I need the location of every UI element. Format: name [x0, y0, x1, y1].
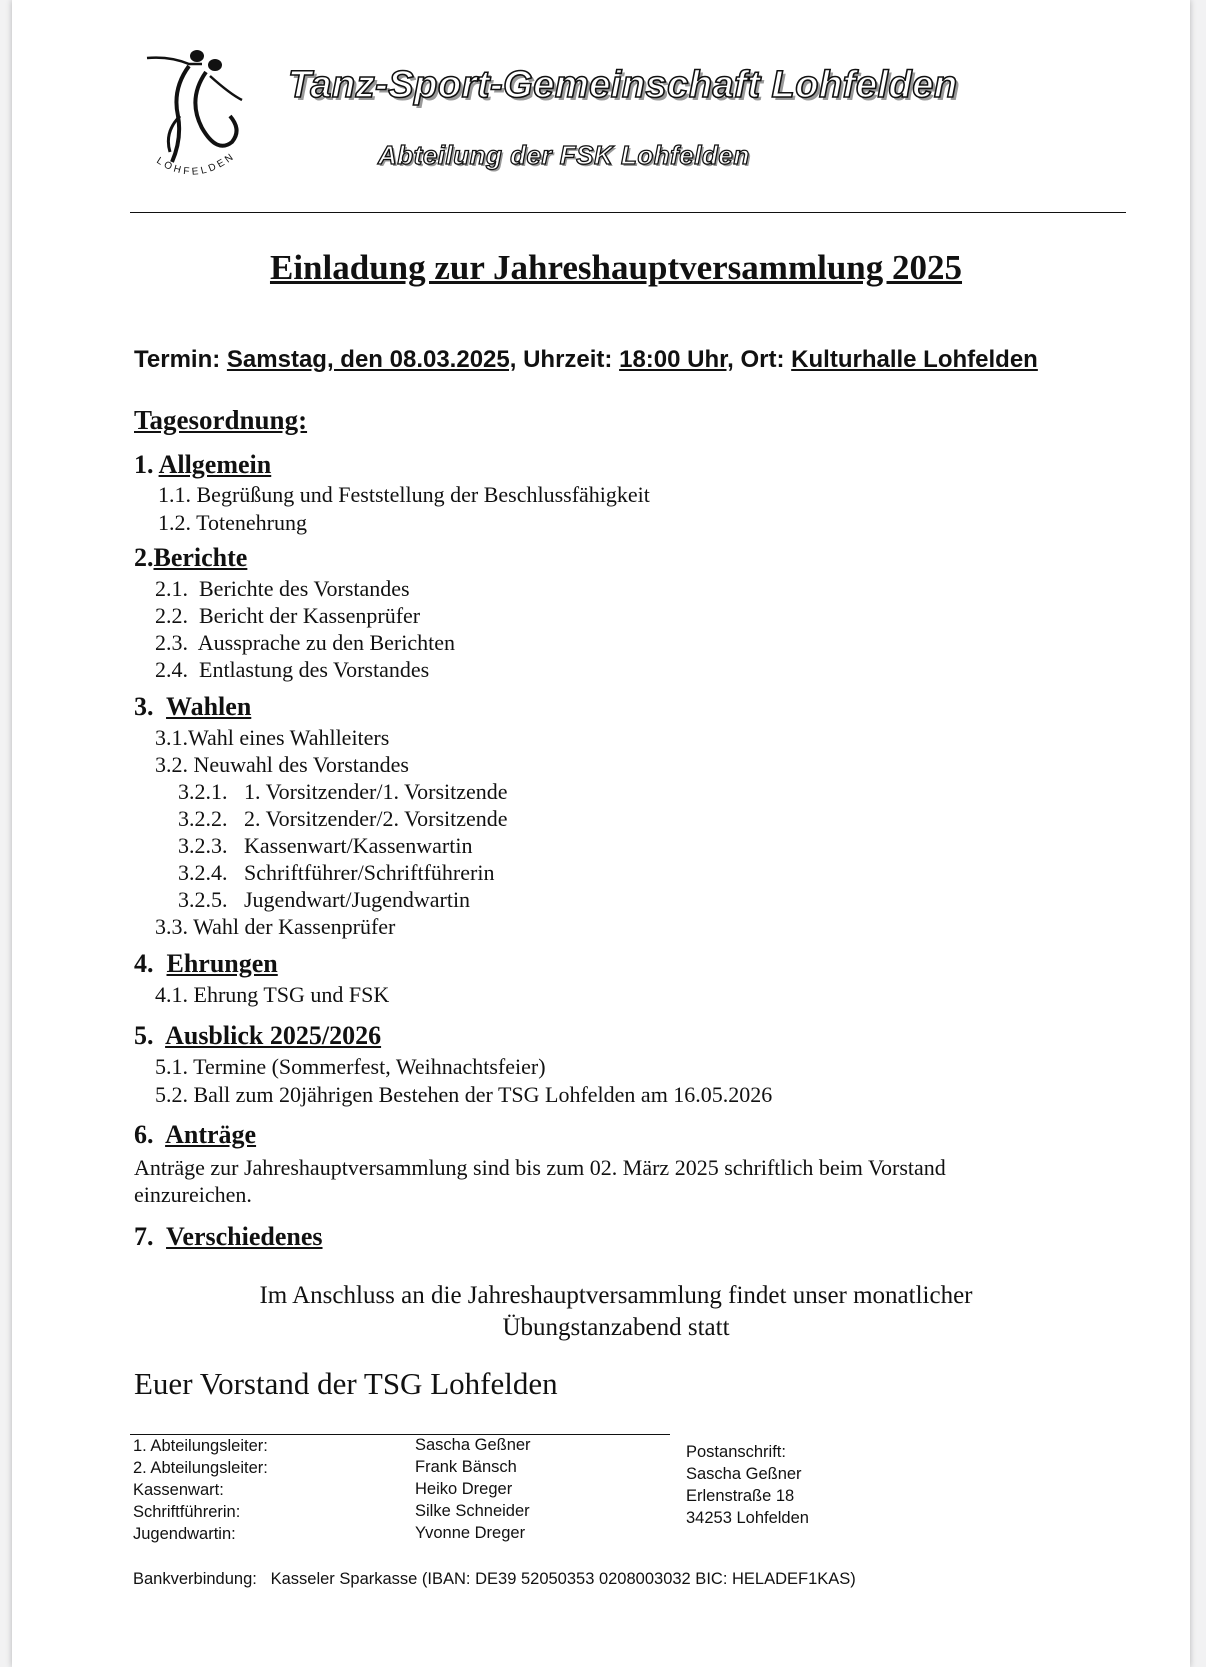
- agenda-item-3-2: 3.2. Neuwahl des Vorstandes: [155, 752, 409, 777]
- section-number: 7.: [134, 1222, 154, 1251]
- agenda-section-2: [134, 543, 247, 573]
- section-title: Anträge: [165, 1120, 257, 1149]
- section-number: 2.: [134, 543, 154, 572]
- dancer-logo-graphic: [142, 44, 257, 194]
- bank-label: Bankverbindung:: [133, 1570, 257, 1588]
- section-number: 6.: [134, 1120, 154, 1149]
- svg-text:LOHFELDEN: LOHFELDEN: [154, 150, 238, 178]
- section-title: Verschiedenes: [166, 1222, 323, 1251]
- agenda-item-3-2-2: 3.2.2. 2. Vorsitzender/2. Vorsitzende: [178, 806, 508, 831]
- postal-city: 34253 Lohfelden: [686, 1509, 809, 1527]
- board-name: Frank Bänsch: [415, 1458, 517, 1476]
- agenda-item-5-2: 5.2. Ball zum 20jährigen Bestehen der TSG Lohfelden am 16.05.2026: [155, 1082, 773, 1107]
- section-number: 4.: [134, 949, 154, 978]
- section-number: 1.: [134, 450, 154, 479]
- agenda-section-5: [134, 1021, 381, 1051]
- agenda-item-1-2: 1.2. Totenehrung: [158, 510, 307, 535]
- agenda-item-5-1: 5.1. Termine (Sommerfest, Weihnachtsfeier): [155, 1054, 546, 1079]
- club-name-heading: Tanz-Sport-Gemeinschaft Lohfelden: [288, 64, 958, 106]
- agenda-item-1-1: 1.1. Begrüßung und Feststellung der Beschlussfähigkeit: [158, 482, 650, 507]
- board-role: Schriftführerin:: [133, 1503, 241, 1521]
- antraege-note-line-2: einzureichen.: [134, 1182, 252, 1207]
- department-heading: Abteilung der FSK Lohfelden: [378, 140, 750, 170]
- agenda-item-3-2-3: 3.2.3. Kassenwart/Kassenwartin: [178, 833, 473, 858]
- header-divider: [130, 212, 1126, 213]
- closing-note-line-1: Im Anschluss an die Jahreshauptversammlung findet unser monatlicher: [259, 1282, 973, 1309]
- club-logo: [142, 44, 257, 194]
- board-role: Jugendwartin:: [133, 1525, 236, 1543]
- postal-name: Sascha Geßner: [686, 1465, 802, 1483]
- agenda-section-6: [134, 1120, 256, 1150]
- board-name: Sascha Geßner: [415, 1436, 531, 1454]
- document-page: [12, 0, 1190, 1667]
- section-number: 3.: [134, 692, 154, 721]
- section-title: Wahlen: [166, 692, 252, 721]
- page-title: Einladung zur Jahreshauptversammlung 2025: [269, 248, 963, 287]
- closing-note-line-2: Übungstanzabend statt: [502, 1314, 730, 1341]
- agenda-item-2-2: 2.2. Bericht der Kassenprüfer: [155, 603, 421, 628]
- section-title: Allgemein: [158, 450, 272, 479]
- agenda-item-3-2-4: 3.2.4. Schriftführer/Schriftführerin: [178, 860, 495, 885]
- section-title: Ausblick 2025/2026: [165, 1021, 382, 1050]
- agenda-item-3-3: 3.3. Wahl der Kassenprüfer: [155, 914, 396, 939]
- time-label: Uhrzeit:: [523, 346, 613, 373]
- board-role: Kassenwart:: [133, 1481, 224, 1499]
- board-name: Heiko Dreger: [415, 1480, 513, 1498]
- signature-line: Euer Vorstand der TSG Lohfelden: [134, 1366, 558, 1401]
- section-title: Berichte: [153, 543, 248, 572]
- postal-street: Erlenstraße 18: [686, 1487, 795, 1505]
- agenda-heading: Tagesordnung:: [134, 405, 308, 435]
- antraege-note-line-1: Anträge zur Jahreshauptversammlung sind bis zum 02. März 2025 schriftlich beim Vorstand: [134, 1155, 946, 1180]
- event-place: Kulturhalle Lohfelden: [791, 346, 1038, 373]
- agenda-section-1: [134, 450, 271, 480]
- agenda-item-3-2-5: 3.2.5. Jugendwart/Jugendwartin: [178, 887, 471, 912]
- signature-divider: [130, 1434, 670, 1435]
- agenda-item-2-1: 2.1. Berichte des Vorstandes: [155, 576, 410, 601]
- agenda-item-2-3: 2.3. Aussprache zu den Berichten: [155, 630, 455, 655]
- agenda-item-4-1: 4.1. Ehrung TSG und FSK: [155, 982, 390, 1007]
- place-label: Ort:: [740, 346, 785, 373]
- event-time: 18:00 Uhr,: [619, 346, 734, 373]
- event-details: [134, 346, 1038, 374]
- bank-details: [133, 1570, 856, 1589]
- termin-label: Termin:: [134, 346, 221, 373]
- agenda-section-4: [134, 949, 278, 979]
- agenda-item-3-2-1: 3.2.1. 1. Vorsitzender/1. Vorsitzende: [178, 779, 508, 804]
- bank-text: Kasseler Sparkasse (IBAN: DE39 52050353 0208003032 BIC: HELADEF1KAS): [270, 1570, 856, 1588]
- agenda-section-7: [134, 1222, 323, 1252]
- board-name: Silke Schneider: [415, 1502, 530, 1520]
- section-number: 5.: [134, 1021, 154, 1050]
- board-role: 1. Abteilungsleiter:: [133, 1437, 268, 1455]
- agenda-item-2-4: 2.4. Entlastung des Vorstandes: [155, 657, 430, 682]
- board-name: Yvonne Dreger: [415, 1524, 526, 1542]
- event-date: Samstag, den 08.03.2025,: [226, 346, 517, 373]
- agenda-item-3-1: 3.1.Wahl eines Wahlleiters: [155, 725, 390, 750]
- agenda-section-3: [134, 692, 251, 722]
- postal-label: Postanschrift:: [686, 1443, 786, 1461]
- section-title: Ehrungen: [166, 949, 278, 978]
- board-role: 2. Abteilungsleiter:: [133, 1459, 268, 1477]
